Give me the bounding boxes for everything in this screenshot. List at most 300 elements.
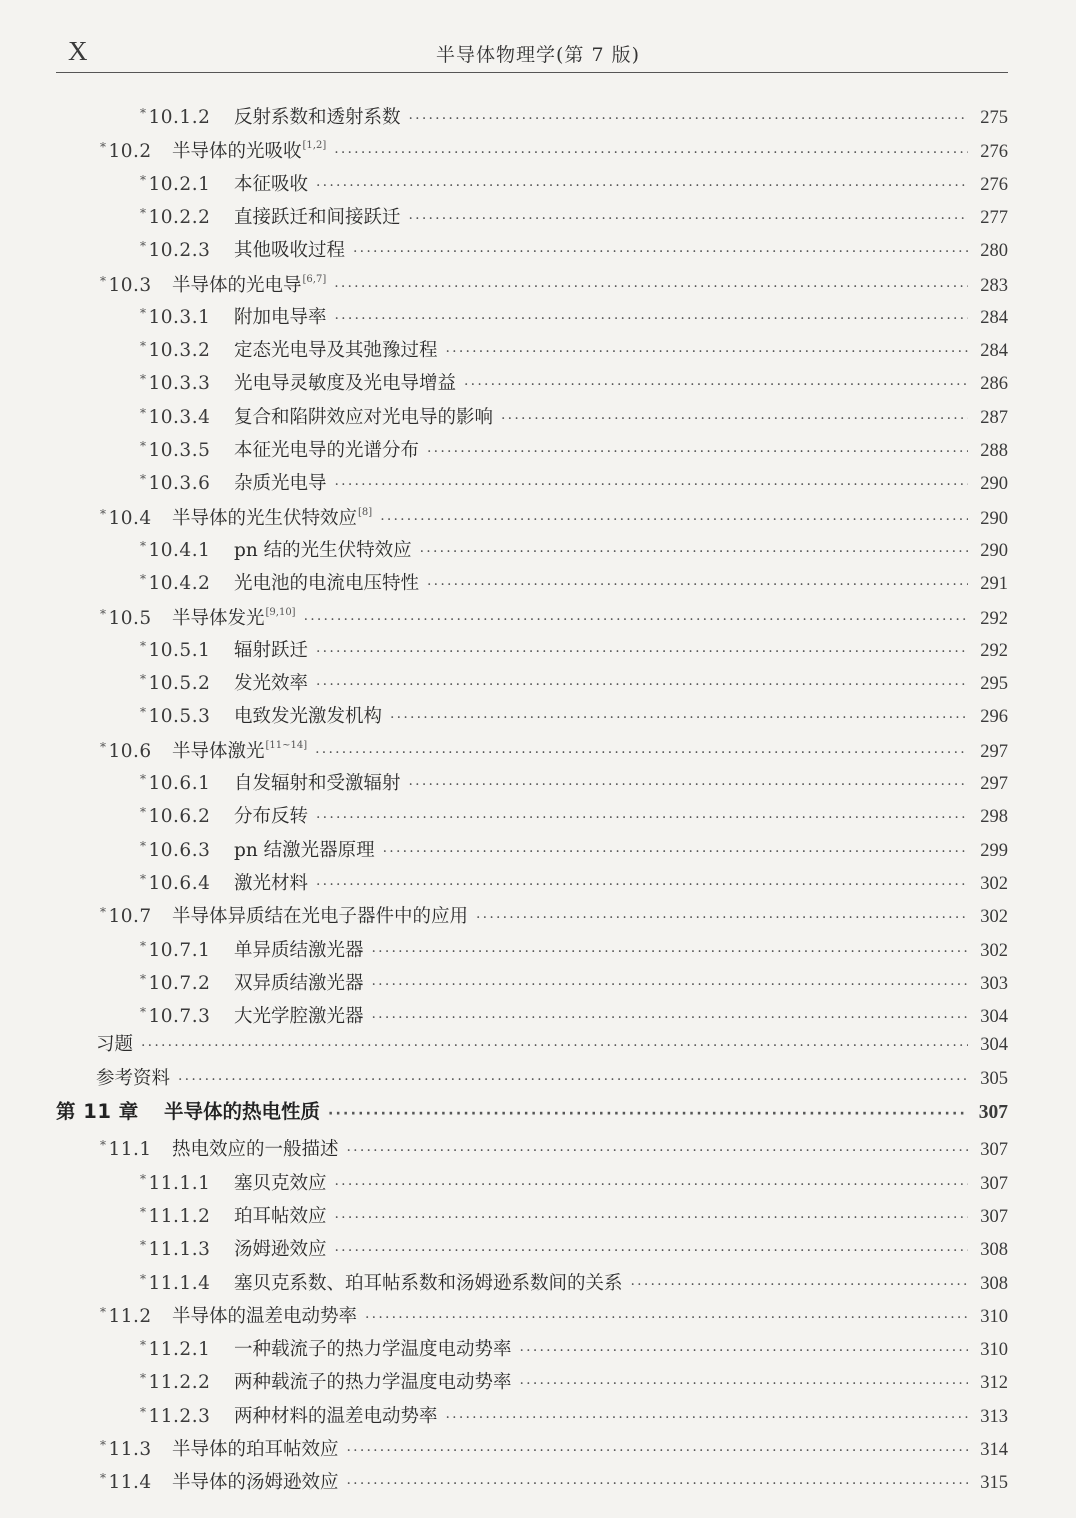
toc-entry-title <box>234 469 327 499</box>
optional-section-star: * <box>140 838 147 853</box>
toc-entry-title <box>234 1202 327 1232</box>
title-text: 半导体的热电性质 <box>164 1100 321 1123</box>
toc-entry-number <box>100 499 172 534</box>
section-number: 10.3.2 <box>148 340 211 362</box>
optional-section-star: * <box>140 871 147 886</box>
toc-entry-number <box>56 1097 164 1127</box>
page-number: 284 <box>980 307 1008 328</box>
title-text: 半导体的光电导 <box>172 274 302 296</box>
toc-entry[interactable] <box>140 1397 1008 1427</box>
dot-leader <box>631 1270 968 1300</box>
dot-leader <box>501 404 968 434</box>
optional-section-star: * <box>140 372 147 387</box>
dot-leader <box>347 1436 968 1466</box>
page-number: 302 <box>980 940 1008 961</box>
dot-leader <box>372 970 968 1000</box>
toc-entry-number <box>100 1297 172 1332</box>
toc-entry-number <box>140 298 234 333</box>
toc-entry[interactable] <box>140 664 1008 694</box>
toc-entry[interactable] <box>140 831 1008 861</box>
section-number: 10.2 <box>108 141 152 163</box>
title-text: 塞贝克效应 <box>234 1172 327 1194</box>
toc-entry[interactable] <box>140 797 1008 827</box>
toc-entry-number <box>140 697 234 732</box>
optional-section-star: * <box>140 205 147 220</box>
page-number: 288 <box>980 441 1008 461</box>
toc-entry[interactable] <box>100 731 1008 761</box>
page-number: 303 <box>980 973 1008 994</box>
toc-entry-number <box>140 1164 234 1199</box>
dot-leader <box>316 637 968 667</box>
toc-entry-number <box>140 864 234 899</box>
optional-section-star: * <box>100 905 107 920</box>
title-text: 单异质结激光器 <box>234 939 364 961</box>
title-text: 双异质结激光器 <box>234 972 364 994</box>
dot-leader <box>464 370 968 400</box>
dot-leader <box>476 903 968 933</box>
dot-leader <box>520 1369 968 1399</box>
section-number: 10.3.5 <box>148 440 211 461</box>
dot-leader <box>141 1031 968 1061</box>
dot-leader <box>446 337 968 367</box>
title-text: 光电池的电流电压特性 <box>234 573 420 595</box>
toc-entry-number <box>140 1330 234 1365</box>
toc-entry-number <box>140 398 234 433</box>
toc-entry-title <box>96 1030 133 1060</box>
title-text: 附加电导率 <box>234 306 327 328</box>
optional-section-star: * <box>100 506 107 521</box>
dot-leader <box>427 437 968 467</box>
section-number: 10.3.1 <box>148 306 211 328</box>
page-number: 275 <box>980 108 1008 128</box>
optional-section-star: * <box>140 1238 147 1253</box>
title-text: 大光学腔激光器 <box>234 1006 364 1028</box>
dot-leader <box>353 237 968 267</box>
title-text: 光电导灵敏度及光电导增益 <box>234 373 457 395</box>
title-text: 半导体发光 <box>172 607 265 629</box>
title-text: 直接跃迁和间接跃迁 <box>234 206 401 228</box>
toc-entry-title <box>234 236 345 266</box>
dot-leader <box>316 670 968 700</box>
optional-section-star: * <box>140 971 147 986</box>
toc-entry[interactable] <box>140 997 1008 1027</box>
reference-citation: [8] <box>358 506 373 518</box>
section-number: 11.2.2 <box>148 1372 211 1394</box>
page-number: 295 <box>980 674 1008 695</box>
optional-section-star: * <box>100 1138 107 1153</box>
toc-entry-number <box>140 531 234 566</box>
optional-section-star: * <box>140 1204 147 1219</box>
optional-section-star: * <box>140 805 147 820</box>
toc-entry[interactable] <box>100 897 1008 927</box>
optional-section-star: * <box>140 638 147 653</box>
reference-citation: [1,2] <box>302 140 327 152</box>
optional-section-star: * <box>140 1005 147 1020</box>
optional-section-star: * <box>140 405 147 420</box>
toc-entry[interactable] <box>140 1164 1008 1194</box>
toc-entry[interactable] <box>140 1230 1008 1260</box>
title-text: 分布反转 <box>234 806 309 828</box>
title-text: 发光效率 <box>234 673 309 695</box>
section-number: 10.7.1 <box>148 939 211 961</box>
title-text: 汤姆逊效应 <box>234 1239 327 1261</box>
dot-leader <box>409 770 968 800</box>
toc-entry-number <box>100 599 172 634</box>
dot-leader <box>409 204 968 234</box>
toc-entry[interactable] <box>140 564 1008 594</box>
page-number: 308 <box>980 1273 1008 1294</box>
toc-entry-title <box>234 303 327 333</box>
toc-entry[interactable] <box>140 531 1008 561</box>
dot-leader <box>335 304 968 334</box>
page-number: 287 <box>980 407 1008 428</box>
page-number: 307 <box>980 1173 1008 1194</box>
page-number: 286 <box>980 374 1008 395</box>
toc-entry-title <box>234 936 364 966</box>
toc-entry[interactable] <box>100 598 1008 628</box>
title-text: 参考资料 <box>96 1067 171 1089</box>
section-number: 10.3.3 <box>148 373 211 395</box>
toc-entry-title <box>234 869 308 899</box>
toc-entry[interactable] <box>140 165 1008 195</box>
page-number: 276 <box>980 142 1008 163</box>
toc-entry[interactable] <box>140 1363 1008 1393</box>
optional-section-star: * <box>140 938 147 953</box>
toc-entry[interactable] <box>96 1064 1008 1094</box>
section-number: 10.6.2 <box>148 806 211 828</box>
title-text: 珀耳帖效应 <box>234 1205 327 1227</box>
title-text: 两种材料的温差电动势率 <box>234 1405 438 1427</box>
optional-section-star: * <box>140 572 147 587</box>
toc-entry-title <box>172 902 468 932</box>
title-text: 半导体的光生伏特效应 <box>172 507 358 529</box>
toc-entry-title <box>164 1097 320 1127</box>
toc-entry[interactable] <box>100 1430 1008 1460</box>
section-number: 10.6.3 <box>148 839 211 861</box>
title-text: 复合和陷阱效应对光电导的影响 <box>234 406 494 428</box>
toc-entry-title <box>234 403 493 433</box>
title-text: 塞贝克系数、珀耳帖系数和汤姆逊系数间的关系 <box>234 1272 623 1294</box>
optional-section-star: * <box>100 1304 107 1319</box>
toc-entry[interactable] <box>140 864 1008 894</box>
title-text: 热电效应的一般描述 <box>172 1139 339 1161</box>
toc-entry-number <box>140 631 234 666</box>
optional-section-star: * <box>140 239 147 254</box>
toc-entry-number <box>140 564 234 599</box>
optional-section-star: * <box>140 1404 147 1419</box>
optional-section-star: * <box>140 472 147 487</box>
section-number: 11.3 <box>108 1439 152 1460</box>
optional-section-star: * <box>100 1471 107 1486</box>
section-number: 11.1 <box>108 1139 152 1161</box>
optional-section-star: * <box>140 339 147 354</box>
title-text: 半导体的温差电动势率 <box>172 1305 358 1327</box>
toc-entry[interactable] <box>140 364 1008 394</box>
section-number: 10.3 <box>108 274 152 296</box>
section-number: 10.2.3 <box>148 240 211 262</box>
toc-entry-title <box>234 1169 327 1199</box>
toc-entry-number <box>100 1130 172 1165</box>
toc-entry[interactable] <box>140 98 1008 128</box>
toc-entry[interactable] <box>140 231 1008 261</box>
toc-entry[interactable] <box>140 298 1008 328</box>
toc-entry-title <box>172 1435 339 1465</box>
page-number: 292 <box>980 608 1008 629</box>
section-number: 第 11 章 <box>56 1100 139 1123</box>
toc-entry[interactable] <box>140 464 1008 494</box>
page-number: 299 <box>980 840 1008 861</box>
title-text: 杂质光电导 <box>234 473 327 495</box>
toc-entry-title <box>234 1402 438 1432</box>
page-number: 302 <box>980 907 1008 928</box>
section-number: 11.1.4 <box>148 1272 211 1294</box>
toc-entry-number <box>100 1463 172 1498</box>
title-text: pn 结激光器原理 <box>234 839 375 861</box>
reference-citation: [11~14] <box>265 739 308 751</box>
dot-leader <box>335 1170 968 1200</box>
optional-section-star: * <box>140 439 147 453</box>
title-text: pn 结的光生伏特效应 <box>234 539 412 561</box>
toc-entry[interactable] <box>140 764 1008 794</box>
optional-section-star: * <box>100 606 107 621</box>
dot-leader <box>390 703 968 733</box>
page-number: 308 <box>980 1240 1008 1261</box>
page-number: 307 <box>980 1206 1008 1227</box>
toc-entry-title <box>172 498 372 534</box>
toc-entry-title <box>234 1368 512 1398</box>
reference-citation: [6,7] <box>302 273 327 285</box>
toc-entry[interactable] <box>140 631 1008 661</box>
toc-entry-number <box>140 1230 234 1265</box>
page-number: 291 <box>980 574 1008 595</box>
toc-entry-title <box>234 336 438 366</box>
section-number: 10.2.2 <box>148 206 211 228</box>
toc-entry-title <box>172 598 296 634</box>
toc-entry-number <box>140 431 234 466</box>
dot-leader <box>427 570 968 600</box>
title-text: 半导体的珀耳帖效应 <box>172 1439 339 1460</box>
dot-leader <box>347 1469 968 1499</box>
section-number: 10.2.1 <box>148 173 211 195</box>
section-number: 10.7.2 <box>148 972 211 994</box>
page-number: 276 <box>980 174 1008 195</box>
toc-entry[interactable] <box>140 331 1008 361</box>
optional-section-star: * <box>140 305 147 320</box>
page-number: 307 <box>980 1140 1008 1161</box>
toc-entry-title <box>172 131 326 167</box>
dot-leader <box>383 837 968 867</box>
optional-section-star: * <box>140 1338 147 1353</box>
page-number: 277 <box>980 207 1008 228</box>
toc-entry-number <box>140 98 234 133</box>
dot-leader <box>372 1003 968 1033</box>
toc-entry-title <box>172 265 326 301</box>
toc-entry[interactable] <box>100 498 1008 528</box>
section-number: 11.2.3 <box>148 1405 211 1427</box>
toc-entry[interactable] <box>140 398 1008 428</box>
toc-chapter-entry[interactable] <box>56 1097 1008 1127</box>
dot-leader <box>316 803 968 833</box>
section-number: 10.3.4 <box>148 406 211 428</box>
toc-entry-title <box>234 369 456 399</box>
section-number: 10.4.1 <box>148 539 211 561</box>
optional-section-star: * <box>140 772 147 786</box>
toc-entry-title <box>234 836 375 866</box>
book-title: 半导体物理学(第 7 版) <box>436 44 640 66</box>
optional-section-star: * <box>140 672 147 687</box>
dot-leader <box>446 1403 968 1433</box>
toc-entry-title <box>172 1135 339 1165</box>
toc-entry[interactable] <box>140 964 1008 994</box>
toc-entry-title <box>234 103 401 133</box>
title-text: 半导体异质结在光电子器件中的应用 <box>172 906 469 928</box>
dot-leader <box>420 537 968 567</box>
optional-section-star: * <box>100 1438 107 1452</box>
toc-entry-number <box>140 797 234 832</box>
section-number: 10.5 <box>108 607 152 629</box>
optional-section-star: * <box>140 172 147 187</box>
title-text: 反射系数和透射系数 <box>234 107 401 128</box>
toc-entry-title <box>234 969 364 999</box>
toc-entry-number <box>140 331 234 366</box>
section-number: 10.6.1 <box>148 773 211 794</box>
toc-entry-title <box>234 1335 512 1365</box>
page-number: 304 <box>980 1035 1008 1056</box>
dot-leader <box>520 1336 968 1366</box>
page-number: 302 <box>980 873 1008 894</box>
page-number: 280 <box>980 241 1008 262</box>
toc-entry-title <box>234 1235 327 1265</box>
toc-entry[interactable] <box>100 1463 1008 1493</box>
section-number: 11.1.2 <box>148 1205 211 1227</box>
optional-section-star: * <box>100 140 107 155</box>
toc-entry-number <box>140 964 234 999</box>
title-text: 半导体激光 <box>172 740 265 762</box>
title-text: 两种载流子的热力学温度电动势率 <box>234 1372 512 1394</box>
toc-entry-number <box>140 1363 234 1398</box>
toc-entry[interactable] <box>96 1030 1008 1060</box>
toc-entry[interactable] <box>140 1330 1008 1360</box>
toc-entry-number <box>140 1197 234 1232</box>
page-number: 298 <box>980 807 1008 828</box>
optional-section-star: * <box>100 273 107 288</box>
dot-leader <box>328 1099 968 1129</box>
toc-entry-number <box>140 664 234 699</box>
toc-entry-number <box>100 266 172 301</box>
toc-entry-title <box>234 802 308 832</box>
page-number: 283 <box>980 275 1008 296</box>
optional-section-star: * <box>140 1271 147 1286</box>
section-number: 10.4 <box>108 507 152 529</box>
title-text: 一种载流子的热力学温度电动势率 <box>234 1339 512 1361</box>
section-number: 10.5.3 <box>148 706 211 728</box>
optional-section-star: * <box>140 106 147 120</box>
dot-leader <box>178 1065 968 1095</box>
page-number: 314 <box>980 1440 1008 1460</box>
section-number: 10.7 <box>108 906 152 928</box>
dot-leader <box>335 1236 968 1266</box>
section-number: 10.5.2 <box>148 673 211 695</box>
page-number: 307 <box>978 1102 1008 1123</box>
page-number: 315 <box>980 1473 1008 1494</box>
page-number: 290 <box>980 540 1008 561</box>
dot-leader <box>347 1136 968 1166</box>
toc-entry-number <box>100 897 172 932</box>
toc-entry-title <box>234 669 308 699</box>
page-number: 292 <box>980 640 1008 661</box>
section-number: 11.2.1 <box>148 1339 211 1361</box>
toc-entry[interactable] <box>100 1297 1008 1327</box>
dot-leader <box>335 470 968 500</box>
title-text: 其他吸收过程 <box>234 240 346 262</box>
dot-leader <box>335 1203 968 1233</box>
dot-leader <box>409 104 968 134</box>
page-number: 312 <box>980 1373 1008 1394</box>
title-text: 定态光电导及其弛豫过程 <box>234 340 438 362</box>
title-text: 半导体的光吸收 <box>172 141 302 163</box>
toc-entry-title <box>96 1064 170 1094</box>
toc-entry[interactable] <box>140 697 1008 727</box>
title-text: 辐射跃迁 <box>234 639 309 661</box>
section-number: 10.6 <box>108 740 152 762</box>
toc-entry-number <box>140 231 234 266</box>
toc-entry-number <box>140 464 234 499</box>
section-number: 10.3.6 <box>148 473 211 495</box>
optional-section-star: * <box>140 705 147 720</box>
page-number: 290 <box>980 508 1008 529</box>
toc-entry-number <box>140 764 234 799</box>
title-text: 本征吸收 <box>234 173 309 195</box>
toc-entry[interactable] <box>100 265 1008 295</box>
dot-leader <box>316 870 968 900</box>
toc-entry[interactable] <box>140 1197 1008 1227</box>
toc-entry-title <box>234 536 412 566</box>
toc-entry[interactable] <box>140 1264 1008 1294</box>
page-number: 297 <box>980 774 1008 794</box>
dot-leader <box>365 1303 968 1333</box>
section-number: 10.6.4 <box>148 872 211 894</box>
title-text: 电致发光激发机构 <box>234 706 383 728</box>
toc-entry-number <box>140 165 234 200</box>
toc-entry-title <box>234 702 382 732</box>
toc-entry-number <box>140 1264 234 1299</box>
dot-leader <box>316 171 968 201</box>
toc-entry[interactable] <box>140 198 1008 228</box>
section-number: 10.4.2 <box>148 573 211 595</box>
page-number: 297 <box>980 741 1008 762</box>
toc-entry-title <box>172 1468 339 1498</box>
page-number: 296 <box>980 707 1008 728</box>
toc-entry[interactable] <box>140 431 1008 461</box>
page-number: 284 <box>980 341 1008 362</box>
dot-leader <box>372 937 968 967</box>
toc-entry-number <box>100 1430 172 1465</box>
toc-entry-number <box>140 831 234 866</box>
toc-entry[interactable] <box>140 931 1008 961</box>
optional-section-star: * <box>140 1171 147 1186</box>
toc-entry[interactable] <box>100 1130 1008 1160</box>
optional-section-star: * <box>140 538 147 553</box>
page-number: 290 <box>980 474 1008 495</box>
roman-page-number: X <box>68 36 89 66</box>
page-number: 310 <box>980 1340 1008 1361</box>
toc-entry-title <box>234 1002 364 1032</box>
optional-section-star: * <box>140 1371 147 1386</box>
toc-entry[interactable] <box>100 131 1008 161</box>
title-text: 习题 <box>96 1034 134 1056</box>
section-number: 11.1.3 <box>148 1239 211 1261</box>
toc-entry-number <box>140 997 234 1032</box>
